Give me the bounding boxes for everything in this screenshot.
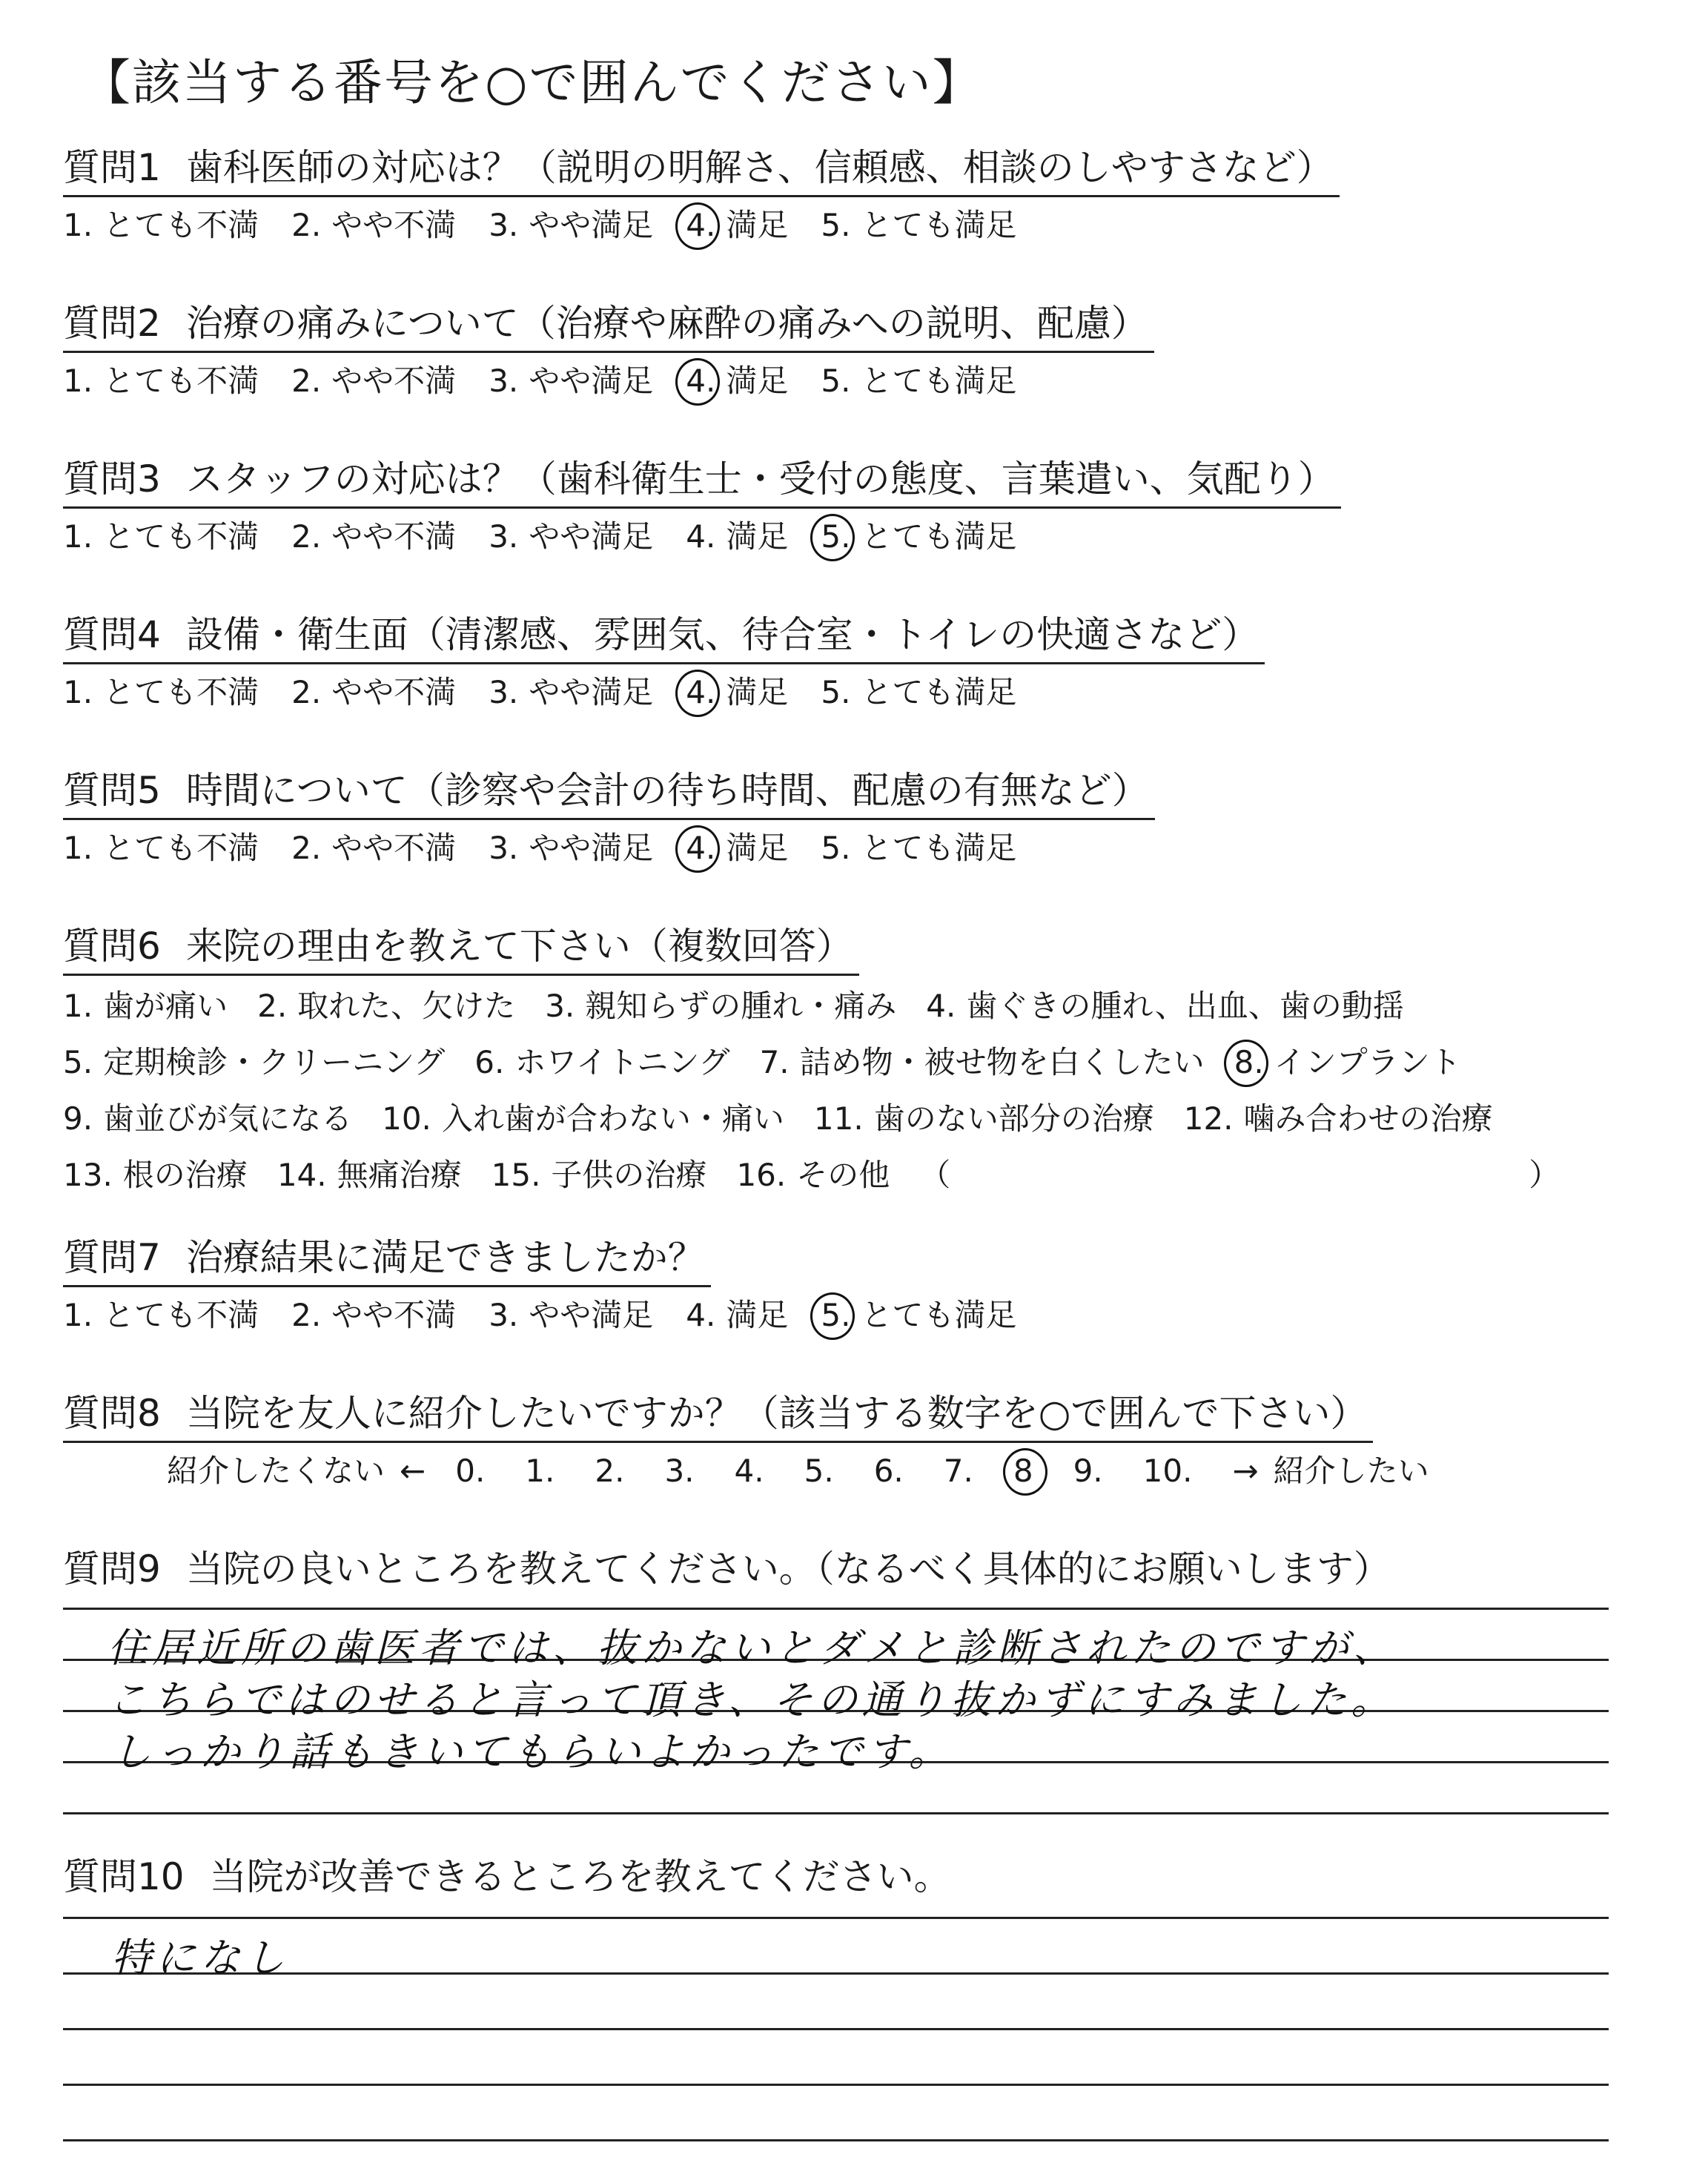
scale-option[interactable]: [874, 1447, 914, 1495]
option-label: インプラント: [1274, 1044, 1461, 1080]
answer-option[interactable]: [545, 980, 896, 1032]
answer-option[interactable]: [63, 1149, 248, 1201]
question-text: 当院を友人に紹介したいですか？（該当する数字を○で囲んで下さい）: [185, 1392, 1368, 1435]
answer-option[interactable]: [686, 202, 788, 249]
option-label: とても満足: [861, 207, 1017, 243]
handwritten-answer-q10: 特になし: [111, 1935, 289, 1981]
scale-left-label: 紹介したくない: [167, 1453, 385, 1489]
option-number: 1.: [63, 1297, 93, 1333]
answer-option[interactable]: [291, 825, 456, 872]
option-number: 4.: [686, 1297, 716, 1333]
option-label: 歯ぐきの腫れ、出血、歯の動揺: [966, 988, 1404, 1024]
scale-option[interactable]: [664, 1447, 704, 1495]
answer-option[interactable]: [489, 669, 653, 716]
option-label: やや満足: [529, 207, 654, 243]
answer-option[interactable]: [291, 669, 456, 716]
question-2-heading: [63, 300, 1154, 353]
option-label: やや不満: [331, 518, 457, 555]
option-label: 無痛治療: [337, 1157, 462, 1193]
reason-row-1: [63, 980, 1560, 1032]
option-number: 2.: [291, 830, 322, 866]
answer-option[interactable]: [926, 980, 1404, 1032]
option-number: 3.: [489, 674, 519, 710]
answer-line: [63, 1608, 1609, 1610]
option-label: やや不満: [331, 1297, 457, 1333]
question-1: [63, 145, 1340, 249]
option-label: とても満足: [861, 518, 1017, 555]
answer-option[interactable]: [686, 825, 788, 872]
scale-value: 7.: [943, 1453, 973, 1489]
question-5-heading: [63, 767, 1155, 820]
answer-option[interactable]: [382, 1093, 784, 1145]
option-number: 5.: [821, 207, 851, 243]
option-number: 1.: [63, 518, 93, 555]
answer-line: [63, 2028, 1609, 2030]
scale-values: [455, 1453, 1232, 1489]
option-number: 9.: [63, 1100, 93, 1137]
option-label: その他: [796, 1157, 890, 1193]
handwritten-answer-line-3: しっかり話もきいてもらいよかったです。: [111, 1728, 953, 1775]
question-3: [63, 456, 1341, 561]
question-number: 質問9: [63, 1548, 161, 1591]
scale-value: 9.: [1073, 1453, 1103, 1489]
question-number: 質問3: [63, 458, 161, 501]
scale-value: 10.: [1142, 1453, 1193, 1489]
option-label: 満足: [726, 1297, 789, 1333]
answer-option[interactable]: [489, 1292, 653, 1339]
question-text: 来院の理由を教えて下さい（複数回答）: [185, 925, 853, 968]
scale-option[interactable]: [944, 1447, 984, 1495]
answer-option[interactable]: [291, 357, 456, 405]
option-label: とても不満: [103, 674, 259, 710]
answer-option[interactable]: [63, 202, 259, 249]
option-number: 5.: [821, 518, 851, 555]
option-number: 2.: [257, 988, 288, 1024]
answer-option[interactable]: [291, 1292, 456, 1339]
other-paren-open: （: [919, 1157, 951, 1193]
answer-option[interactable]: [489, 202, 653, 249]
option-number: 3.: [489, 207, 519, 243]
option-label: 歯が痛い: [103, 988, 228, 1024]
option-label: 親知らずの腫れ・痛み: [585, 988, 897, 1024]
scale-option[interactable]: [804, 1447, 844, 1495]
answer-option[interactable]: [63, 1292, 259, 1339]
option-label: 満足: [726, 830, 789, 866]
option-label: やや満足: [529, 1297, 654, 1333]
option-label: 満足: [726, 674, 789, 710]
scale-option[interactable]: [1073, 1447, 1113, 1495]
option-label: 噛み合わせの治療: [1243, 1100, 1493, 1137]
question-text: スタッフの対応は？（歯科衛生士・受付の態度、言葉遣い、気配り）: [185, 458, 1335, 501]
answer-line: [63, 2084, 1609, 2086]
option-number: 15.: [491, 1157, 541, 1193]
option-label: 歯のない部分の治療: [873, 1100, 1154, 1137]
scale-right-label: 紹介したい: [1273, 1453, 1429, 1489]
question-10: [63, 1854, 957, 1904]
question-number: 質問6: [63, 925, 161, 968]
option-label: 定期検診・クリーニング: [103, 1044, 446, 1080]
answer-option[interactable]: [489, 513, 653, 561]
scale-value: 5.: [804, 1453, 834, 1489]
option-label: やや満足: [529, 830, 654, 866]
option-number: 12.: [1183, 1100, 1234, 1137]
option-number: 3.: [489, 830, 519, 866]
question-number: 質問8: [63, 1392, 161, 1435]
option-number: 8.: [1234, 1044, 1264, 1080]
answer-option[interactable]: [821, 669, 1016, 716]
question-7-heading: [63, 1235, 711, 1287]
answer-option[interactable]: [491, 1149, 707, 1201]
answer-option[interactable]: [257, 980, 515, 1032]
question-5: [63, 767, 1155, 872]
option-label: やや満足: [529, 674, 654, 710]
rating-options: [63, 357, 1154, 405]
option-label: とても満足: [861, 674, 1017, 710]
option-label: とても不満: [103, 518, 259, 555]
option-number: 5.: [821, 674, 851, 710]
rating-options: [63, 825, 1155, 872]
option-number: 2.: [291, 518, 322, 555]
option-number: 6.: [474, 1044, 505, 1080]
question-8: [63, 1390, 1459, 1495]
answer-option[interactable]: [686, 357, 788, 405]
option-number: 1.: [63, 207, 93, 243]
answer-option[interactable]: [1184, 1093, 1493, 1145]
question-number: 質問2: [63, 302, 161, 345]
answer-option[interactable]: [63, 980, 228, 1032]
question-8-heading: [63, 1390, 1373, 1443]
question-number: 質問5: [63, 769, 161, 812]
option-number: 4.: [686, 674, 716, 710]
answer-option[interactable]: [736, 1149, 890, 1201]
option-number: 1.: [63, 988, 93, 1024]
question-text: 時間について（診察や会計の待ち時間、配慮の有無など）: [185, 769, 1149, 812]
scale-value: 3.: [664, 1453, 695, 1489]
option-number: 11.: [813, 1100, 864, 1137]
scale-value: 0.: [455, 1453, 486, 1489]
option-label: やや不満: [331, 207, 457, 243]
option-label: とても満足: [861, 363, 1017, 399]
answer-option[interactable]: [489, 357, 653, 405]
answer-line: [63, 1917, 1609, 1919]
scale-value: 8: [1013, 1453, 1033, 1489]
scale-option[interactable]: [1013, 1447, 1044, 1495]
option-number: 2.: [291, 207, 322, 243]
option-number: 16.: [736, 1157, 787, 1193]
question-1-heading: [63, 145, 1340, 197]
option-number: 4.: [926, 988, 956, 1024]
option-label: とても満足: [861, 830, 1017, 866]
option-label: 根の治療: [122, 1157, 248, 1193]
question-3-heading: [63, 456, 1341, 509]
option-label: ホワイトニング: [514, 1044, 730, 1080]
reason-row-2: [63, 1037, 1560, 1089]
answer-line: [63, 2139, 1609, 2141]
option-number: 2.: [291, 363, 322, 399]
option-number: 1.: [63, 830, 93, 866]
answer-option[interactable]: [1234, 1037, 1461, 1089]
option-label: 満足: [726, 363, 789, 399]
answer-option[interactable]: [821, 1292, 1016, 1339]
answer-option[interactable]: [821, 357, 1016, 405]
answer-option[interactable]: [821, 202, 1016, 249]
handwritten-answer-line-2: こちらではのせると言って頂き、その通り抜かずにすみました。: [107, 1677, 1396, 1723]
option-number: 5.: [821, 1297, 851, 1333]
other-paren-close: ）: [1529, 1157, 1560, 1193]
scale-option[interactable]: [595, 1447, 635, 1495]
answer-option[interactable]: [63, 1037, 445, 1089]
option-number: 4.: [686, 207, 716, 243]
rating-options: [63, 202, 1340, 249]
question-2: [63, 300, 1154, 405]
question-10-heading: [63, 1854, 957, 1904]
reason-row-4: [63, 1149, 1560, 1201]
scale-value: 4.: [734, 1453, 764, 1489]
option-label: 入れ歯が合わない・痛い: [441, 1100, 784, 1137]
answer-option[interactable]: [474, 1037, 729, 1089]
option-label: 子供の治療: [551, 1157, 707, 1193]
answer-option[interactable]: [63, 825, 259, 872]
answer-option[interactable]: [821, 513, 1016, 561]
option-label: 満足: [726, 518, 789, 555]
option-number: 4.: [686, 518, 716, 555]
option-number: 14.: [277, 1157, 327, 1193]
scale-value: 6.: [873, 1453, 904, 1489]
option-number: 7.: [759, 1044, 790, 1080]
option-number: 4.: [686, 363, 716, 399]
answer-option[interactable]: [686, 669, 788, 716]
question-text: 当院の良いところを教えてください。（なるべく具体的にお願いします）: [185, 1548, 1391, 1591]
option-number: 5.: [821, 830, 851, 866]
option-number: 5.: [821, 363, 851, 399]
question-6: [63, 923, 1560, 1201]
answer-option[interactable]: [821, 825, 1016, 872]
answer-option[interactable]: [63, 357, 259, 405]
question-text: 治療結果に満足できましたか？: [185, 1236, 705, 1279]
option-label: 取れた、欠けた: [297, 988, 516, 1024]
option-number: 2.: [291, 674, 322, 710]
scale-option[interactable]: [525, 1447, 565, 1495]
question-text: 治療の痛みについて（治療や麻酔の痛みへの説明、配慮）: [185, 302, 1148, 345]
question-text: 当院が改善できるところを教えてください。: [209, 1855, 951, 1898]
question-text: 歯科医師の対応は？（説明の明解さ、信頼感、相談のしやすさなど）: [185, 146, 1334, 189]
scale-option[interactable]: [735, 1447, 775, 1495]
option-label: やや不満: [331, 830, 457, 866]
scale-value: 1.: [525, 1453, 555, 1489]
reason-row-4-items: [63, 1157, 919, 1193]
answer-line: [63, 1972, 1609, 1975]
option-number: 10.: [382, 1100, 431, 1137]
option-label: 歯並びが気になる: [103, 1100, 353, 1137]
option-label: とても不満: [103, 363, 259, 399]
option-number: 3.: [489, 1297, 519, 1333]
option-label: やや不満: [331, 674, 457, 710]
option-number: 4.: [686, 830, 716, 866]
option-label: とても満足: [861, 1297, 1017, 1333]
option-label: とても不満: [103, 830, 259, 866]
option-label: やや満足: [529, 518, 654, 555]
option-label: 満足: [726, 207, 789, 243]
answer-option[interactable]: [686, 513, 788, 561]
scale-option[interactable]: [455, 1447, 495, 1495]
answer-option[interactable]: [291, 513, 456, 561]
option-label: 詰め物・被せ物を白くしたい: [799, 1044, 1205, 1080]
option-number: 3.: [545, 988, 575, 1024]
option-number: 1.: [63, 363, 93, 399]
page-title: 【該当する番号を○で囲んでください】: [82, 54, 983, 111]
option-number: 3.: [489, 518, 519, 555]
option-number: 2.: [291, 1297, 322, 1333]
answer-option[interactable]: [686, 1292, 788, 1339]
question-9-heading: [63, 1546, 1397, 1596]
answer-option[interactable]: [489, 825, 653, 872]
scale-option[interactable]: [1143, 1447, 1203, 1495]
question-number: 質問7: [63, 1236, 161, 1279]
question-6-heading: [63, 923, 859, 976]
question-4: [63, 612, 1265, 716]
question-text: 設備・衛生面（清潔感、雰囲気、待合室・トイレの快適さなど）: [185, 613, 1260, 656]
answer-option[interactable]: [63, 1093, 352, 1145]
option-number: 1.: [63, 674, 93, 710]
option-label: やや満足: [529, 363, 654, 399]
option-number: 13.: [63, 1157, 113, 1193]
question-7: [63, 1235, 1049, 1339]
question-9: [63, 1546, 1397, 1596]
question-4-heading: [63, 612, 1265, 664]
answer-option[interactable]: [63, 669, 259, 716]
recommend-scale: [63, 1447, 1459, 1495]
handwritten-answer-line-1: 住居近所の歯医者では、抜かないとダメと診断されたのですが、: [107, 1625, 1397, 1671]
answer-option[interactable]: [63, 513, 259, 561]
option-number: 5.: [63, 1044, 93, 1080]
answer-option[interactable]: [814, 1093, 1154, 1145]
left-arrow-icon: ←: [400, 1453, 426, 1489]
rating-options: [63, 1292, 1049, 1339]
rating-options: [63, 669, 1265, 716]
answer-option[interactable]: [760, 1037, 1205, 1089]
option-label: やや不満: [331, 363, 457, 399]
question-number: 質問4: [63, 613, 161, 656]
answer-line: [63, 1812, 1609, 1814]
scale-value: 2.: [595, 1453, 625, 1489]
option-label: とても不満: [103, 1297, 259, 1333]
question-number: 質問1: [63, 146, 161, 189]
question-number: 質問10: [63, 1855, 185, 1898]
right-arrow-icon: →: [1232, 1453, 1259, 1489]
option-number: 3.: [489, 363, 519, 399]
answer-option[interactable]: [291, 202, 456, 249]
rating-options: [63, 513, 1341, 561]
answer-option[interactable]: [277, 1149, 462, 1201]
option-label: とても不満: [103, 207, 259, 243]
reason-row-3: [63, 1093, 1560, 1145]
